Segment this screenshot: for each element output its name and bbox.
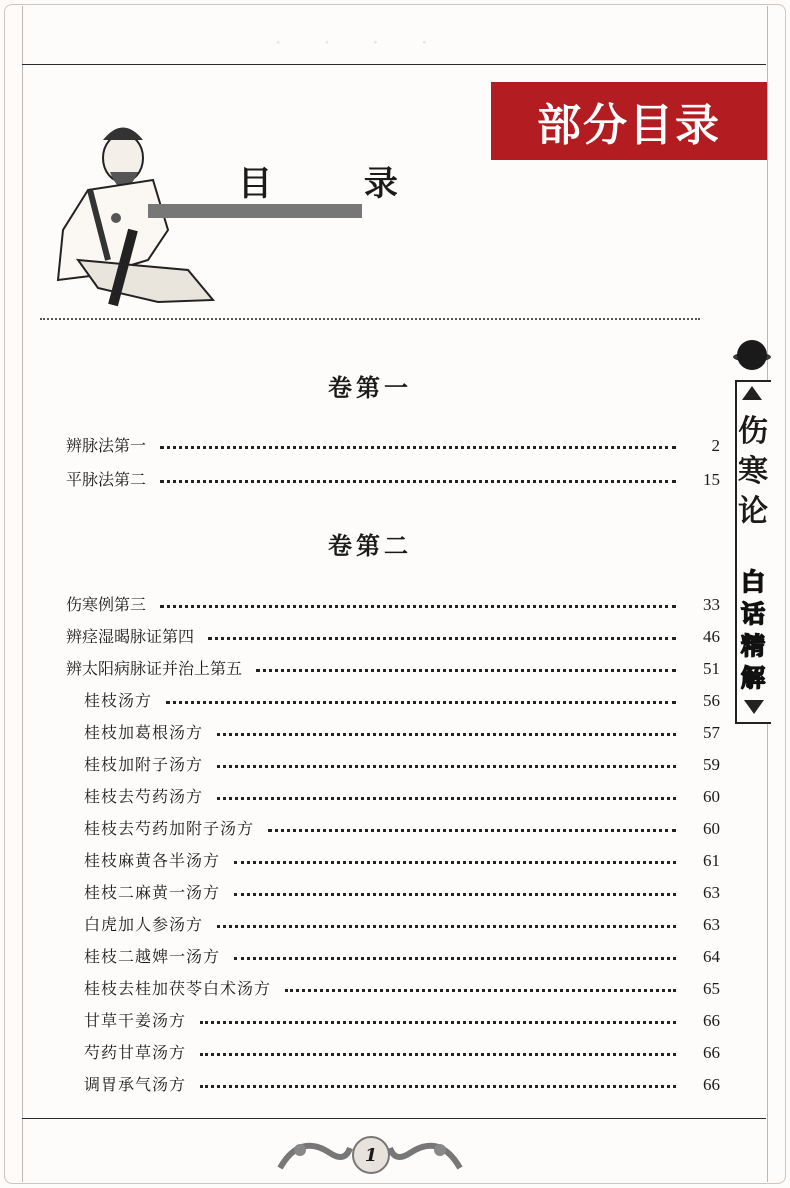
toc-entry[interactable] (0, 589, 720, 615)
toc-entry-title: 桂枝去芍药加附子汤方 (84, 819, 255, 838)
toc-entry-page: 64 (703, 947, 720, 966)
spine-arrow-bottom-icon (744, 700, 764, 714)
toc-entry[interactable] (0, 464, 720, 490)
volume-heading: 卷第二 (328, 531, 412, 560)
banner-label: 部分目录 (537, 100, 721, 151)
toc-entry-title: 平脉法第二 (66, 470, 147, 489)
toc-entry-page: 51 (703, 659, 720, 678)
partial-toc-banner (491, 82, 767, 160)
dot-leader (234, 861, 676, 864)
header-ghost-text: · · · · (275, 30, 446, 54)
dot-leader (200, 1053, 676, 1056)
toc-entry-page: 33 (703, 595, 720, 614)
toc-entry-title: 桂枝去桂加茯苓白术汤方 (84, 979, 272, 998)
toc-entry-page: 59 (703, 755, 720, 774)
toc-entry-title: 甘草干姜汤方 (84, 1011, 187, 1030)
dot-leader (200, 1085, 676, 1088)
toc-entry[interactable] (0, 653, 720, 679)
spine-title-char: 伤 (738, 414, 768, 449)
toc-entry-title: 桂枝去芍药汤方 (84, 787, 204, 806)
toc-entry-page: 63 (703, 915, 720, 934)
toc-entry-title: 桂枝汤方 (84, 691, 153, 710)
toc-entry-title: 桂枝加葛根汤方 (84, 723, 204, 742)
toc-entry-page: 46 (703, 627, 720, 646)
toc-entry[interactable] (0, 877, 720, 903)
toc-entry-page: 66 (703, 1011, 720, 1030)
toc-entry-page: 2 (711, 436, 720, 455)
spine-subtitle-char: 解 (741, 664, 765, 692)
dot-leader (217, 733, 676, 736)
toc-entry[interactable] (0, 621, 720, 647)
toc-entry-title: 芍药甘草汤方 (84, 1043, 187, 1062)
toc-entry-title: 调胃承气汤方 (84, 1075, 187, 1094)
toc-title: 目 录 (238, 164, 438, 204)
toc-entry-title: 伤寒例第三 (66, 595, 147, 614)
spine-title (737, 412, 769, 532)
volume-heading: 卷第一 (328, 373, 412, 402)
toc-entry-page: 63 (703, 883, 720, 902)
toc-entry-page: 66 (703, 1075, 720, 1094)
toc-entry-title: 辨太阳病脉证并治上第五 (66, 659, 243, 678)
dot-leader (208, 637, 676, 640)
toc-entry[interactable] (0, 845, 720, 871)
header-rule (22, 64, 766, 65)
spine-subtitle-char: 白 (741, 568, 765, 596)
dot-leader (160, 605, 676, 608)
dot-leader (285, 989, 676, 992)
dot-leader (217, 765, 676, 768)
toc-entry-page: 60 (703, 787, 720, 806)
spine-title-char: 论 (738, 494, 768, 529)
toc-entry-title: 桂枝二麻黄一汤方 (84, 883, 221, 902)
dot-leader (268, 829, 676, 832)
dot-leader (200, 1021, 676, 1024)
toc-entry[interactable] (0, 909, 720, 935)
dot-leader (160, 480, 676, 483)
toc-entry[interactable] (0, 749, 720, 775)
dot-leader (166, 701, 676, 704)
title-underline-bar (148, 204, 362, 218)
toc-entry-title: 白虎加人参汤方 (84, 915, 204, 934)
drum-ornament-top-icon (737, 340, 767, 370)
spine-subtitle (739, 566, 767, 694)
dot-leader (160, 446, 676, 449)
toc-entry[interactable] (0, 941, 720, 967)
toc-entry-page: 56 (703, 691, 720, 710)
footer-rule (22, 1118, 766, 1119)
toc-entry[interactable] (0, 717, 720, 743)
toc-entry[interactable] (0, 1069, 720, 1095)
toc-entry-page: 60 (703, 819, 720, 838)
toc-entry[interactable] (0, 1037, 720, 1063)
toc-entry-page: 66 (703, 1043, 720, 1062)
spine-subtitle-char: 精 (741, 632, 765, 660)
spine-title-char: 寒 (738, 454, 768, 489)
dotted-separator (40, 318, 700, 320)
dot-leader (217, 797, 676, 800)
toc-entry-title: 桂枝加附子汤方 (84, 755, 204, 774)
toc-entry-page: 57 (703, 723, 720, 742)
toc-entry-page: 61 (703, 851, 720, 870)
dot-leader (234, 893, 676, 896)
toc-entry-page: 15 (703, 470, 720, 489)
toc-entry-title: 桂枝二越婢一汤方 (84, 947, 221, 966)
toc-entry[interactable] (0, 685, 720, 711)
toc-entry-title: 桂枝麻黄各半汤方 (84, 851, 221, 870)
toc-entry-title: 辨痉湿暍脉证第四 (66, 627, 195, 646)
dot-leader (234, 957, 676, 960)
toc-entry[interactable] (0, 813, 720, 839)
dot-leader (217, 925, 676, 928)
toc-entry[interactable] (0, 973, 720, 999)
page-number: 1 (352, 1136, 390, 1174)
toc-entry-page: 65 (703, 979, 720, 998)
toc-entry-title: 辨脉法第一 (66, 436, 147, 455)
toc-entry[interactable] (0, 1005, 720, 1031)
toc-entry[interactable] (0, 781, 720, 807)
spine-subtitle-char: 话 (741, 600, 765, 628)
toc-entry[interactable] (0, 430, 720, 456)
dot-leader (256, 669, 676, 672)
spine-arrow-top-icon (742, 386, 762, 400)
